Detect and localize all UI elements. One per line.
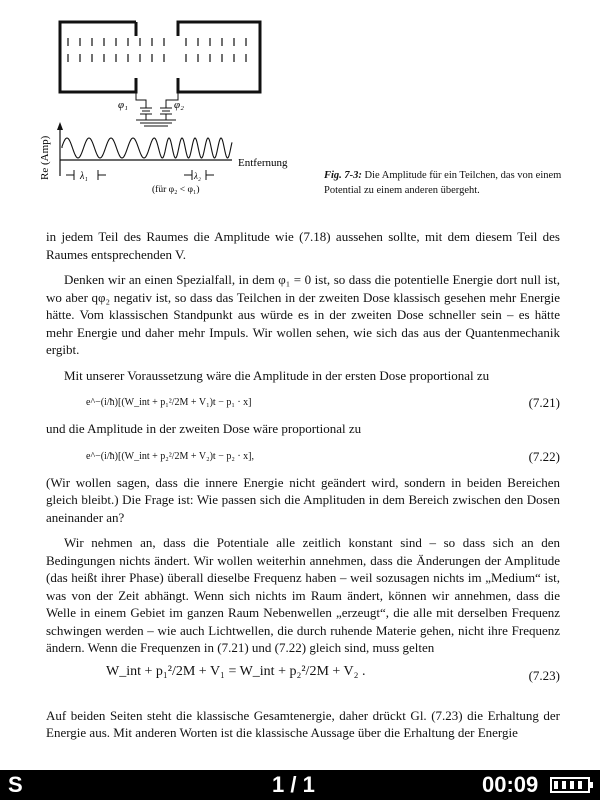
equation-7-23-number: (7.23) xyxy=(528,667,560,683)
equation-7-21-number: (7.21) xyxy=(528,395,560,410)
page-indicator: 1 / 1 xyxy=(272,772,315,797)
paragraph-7: Auf beiden Seiten steht die klassische Gesamtenergie, daher drückt Gl. (7.23) die Erhaltung der Energie aus. Mit anderen Worten ist die klassische Aussage über die Erhaltung der Energie xyxy=(46,707,560,740)
paragraph-1: in jedem Teil des Raumes die Amplitude wie (7.18) aussehen sollte, mit dem diesem Teil des Raumes entsprechenden V. xyxy=(46,229,560,262)
right-box xyxy=(178,22,260,92)
lambda1-label: λ₁ xyxy=(80,171,88,182)
equation-7-21 xyxy=(46,384,560,420)
figure-caption xyxy=(324,168,568,198)
battery-symbols xyxy=(136,108,176,126)
battery-icon xyxy=(550,777,590,793)
equation-7-23-expression: W_int + p₁²/2M + V₁ = W_int + p₂²/2M + V₂ . xyxy=(106,663,366,679)
paragraph-5: (Wir wollen sagen, dass die innere Energie nicht geändert wird, sondern in beiden Bereichen gleich bleibt.) Die Frage ist: Wie passen sich die Amplituden in dem Bereich zwischen den Dosen aneinander an? xyxy=(46,474,560,525)
battery-bar xyxy=(570,781,574,789)
body-text xyxy=(46,228,560,742)
caption-figno: Fig. 7-3: xyxy=(324,170,362,181)
left-box xyxy=(60,22,136,92)
amplitude-wave xyxy=(62,138,232,158)
equation-7-23 xyxy=(46,657,560,707)
condition-label: (für φ₂ < φ₁) xyxy=(152,185,200,195)
paragraph-2: Denken wir an einen Spezialfall, in dem φ₁ = 0 ist, so dass die potentielle Energie dort null ist, wo aber qφ₂ negativ ist, so dass das Teilchen in der zweiten Dose klassisch gesehen mehr Energie hätte. Vom klassischen Standpunkt aus würde es in der zweiten Dose schneller sein – es hätte mehr Energie und daher mehr Impuls. Wir wollen sehen, wie sich das aus der Quantenmechanik ergibt. xyxy=(46,272,560,357)
paragraph-6: Wir nehmen an, dass die Potentiale alle zeitlich konstant sind – so dass sich an den Bedingungen nichts ändert. Wir wollen weiterhin annehmen, dass die Änderungen der Amplitude (das heißt ihrer Phase) überall dieselbe Frequenz haben – weil sozusagen nichts im „Medium“ ist, was von der Zeit abhängt. Wenn sich nichts im Raum ändert, können wir annehmen, dass die Welle in einem Gebiet im ganzen Raum Nebenwellen „erzeugt“, die alle mit derselben Frequenz schwingen werden – wie auch Lichtwellen, die durch ruhende Materie gehen, nicht ihre Frequenz ändern. Wenn die Frequenzen in (7.21) und (7.22) gleich sind, muss gelten xyxy=(46,535,560,655)
equation-7-22-number: (7.22) xyxy=(528,448,560,464)
battery-bar xyxy=(562,781,566,789)
clock: 00:09 xyxy=(482,772,539,797)
phi1-label: φ₁ xyxy=(118,99,128,111)
x-axis-label: Entfernung xyxy=(238,157,288,169)
battery-bar xyxy=(578,781,582,789)
equation-7-21-expression: e^−(i/ħ)[(W_int + p₁²/2M + V₁)t − p₁ · x] xyxy=(86,397,252,408)
figure-7-3 xyxy=(36,8,326,198)
reader-status-bar xyxy=(0,770,600,800)
menu-button[interactable]: S xyxy=(8,772,23,797)
phi2-label: φ₂ xyxy=(174,99,184,111)
paragraph-4: und die Amplitude in der zweiten Dose wäre proportional zu xyxy=(46,421,362,436)
paragraph-3: Mit unserer Voraussetzung wäre die Amplitude in der ersten Dose proportional zu xyxy=(64,367,490,383)
caption-text: Die Amplitude für ein Teilchen, das von einem Potential zu einem anderen übergeht. xyxy=(324,170,562,196)
left-box-field-lines xyxy=(68,38,164,62)
battery-bar xyxy=(554,781,558,789)
right-box-field-lines xyxy=(186,38,246,62)
lambda2-label: λ₂ xyxy=(194,171,202,181)
equation-7-22-expression: e^−(i/ħ)[(W_int + p₂²/2M + V₂)t − p₂ · x], xyxy=(86,450,254,462)
y-axis-label: Re (Amp) xyxy=(39,135,51,180)
equation-7-22 xyxy=(46,438,560,474)
